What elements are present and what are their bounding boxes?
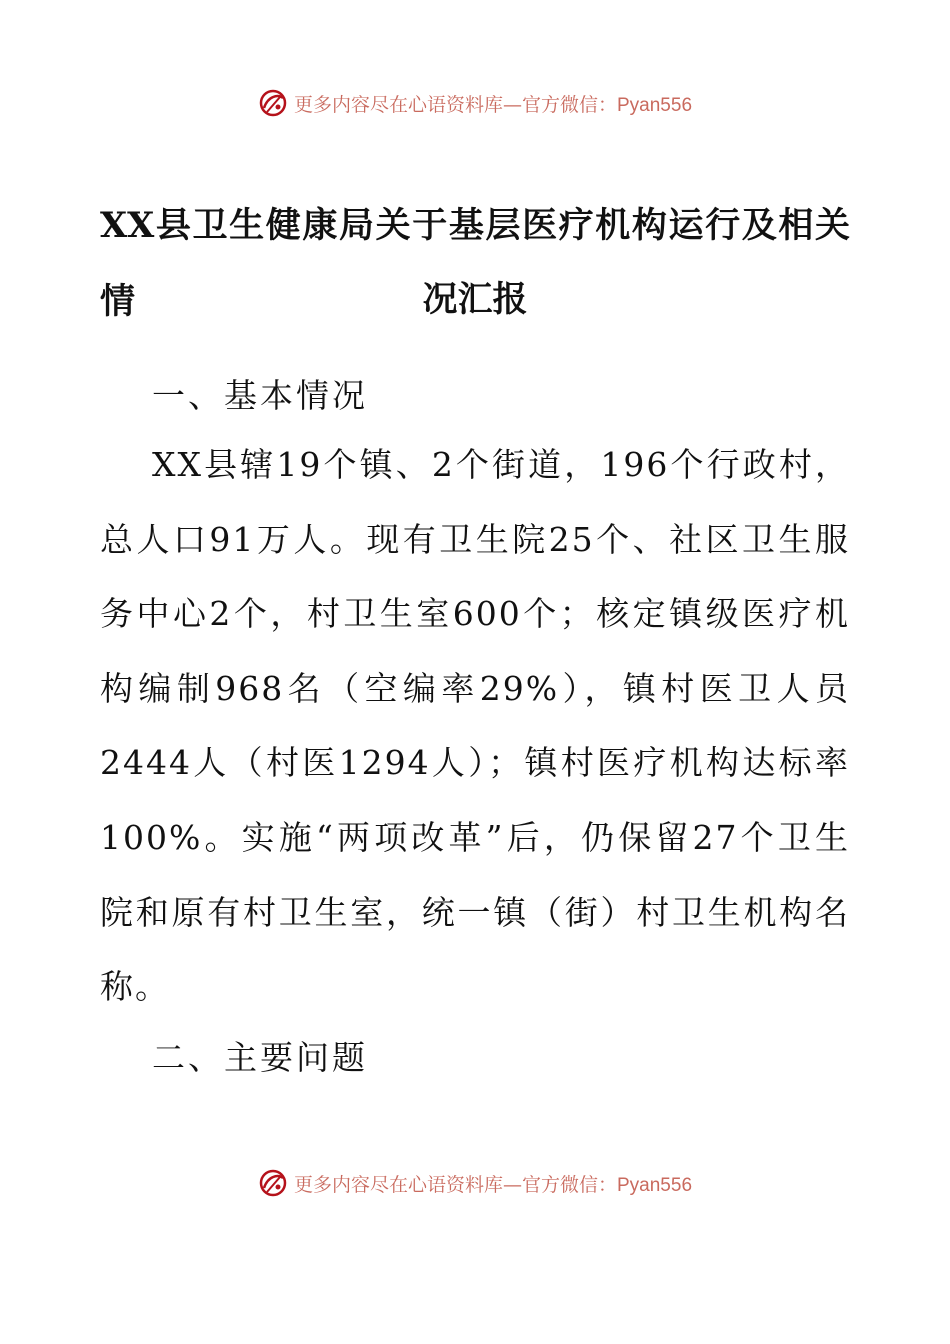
header-watermark-banner: [0, 83, 950, 123]
banner-text: 更多内容尽在心语资料库—官方微信：Pyan556: [293, 1173, 693, 1196]
section-heading-basic-situation: 一、基本情况: [152, 376, 368, 415]
paragraph-line: 总人口91万人。现有卫生院25个、社区卫生服: [100, 519, 850, 559]
document-title-line-2: 况汇报: [422, 279, 528, 320]
paragraph-line: 务中心2个，村卫生室600个；核定镇级医疗机: [100, 594, 850, 634]
paragraph-line: 称。: [100, 967, 170, 1007]
paragraph-line: 构编制968名（空编率29%），镇村医卫人员: [100, 668, 850, 708]
section-1-paragraph: [100, 428, 850, 1025]
banner-text: 更多内容尽在心语资料库—官方微信：Pyan556: [293, 93, 693, 116]
document-title-line-1: XX县卫生健康局关于基层医疗机构运行及相关情: [100, 205, 850, 322]
brand-logo-icon: [258, 88, 288, 118]
banner-wechat-id: Pyan556: [617, 1174, 693, 1196]
banner-wechat-id: Pyan556: [617, 94, 693, 116]
brand-logo-icon: [258, 1168, 288, 1198]
section-heading-main-problems: 二、主要问题: [152, 1038, 368, 1077]
paragraph-line: 院和原有村卫生室，统一镇（街）村卫生机构名: [100, 892, 850, 932]
paragraph-line: XX县辖19个镇、2个街道，196个行政村，: [152, 445, 850, 484]
paragraph-line: 2444人（村医1294人）；镇村医疗机构达标率: [100, 743, 850, 783]
paragraph-line: 100%。实施“两项改革”后，仍保留27个卫生: [100, 817, 850, 857]
footer-watermark-banner: [0, 1163, 950, 1203]
